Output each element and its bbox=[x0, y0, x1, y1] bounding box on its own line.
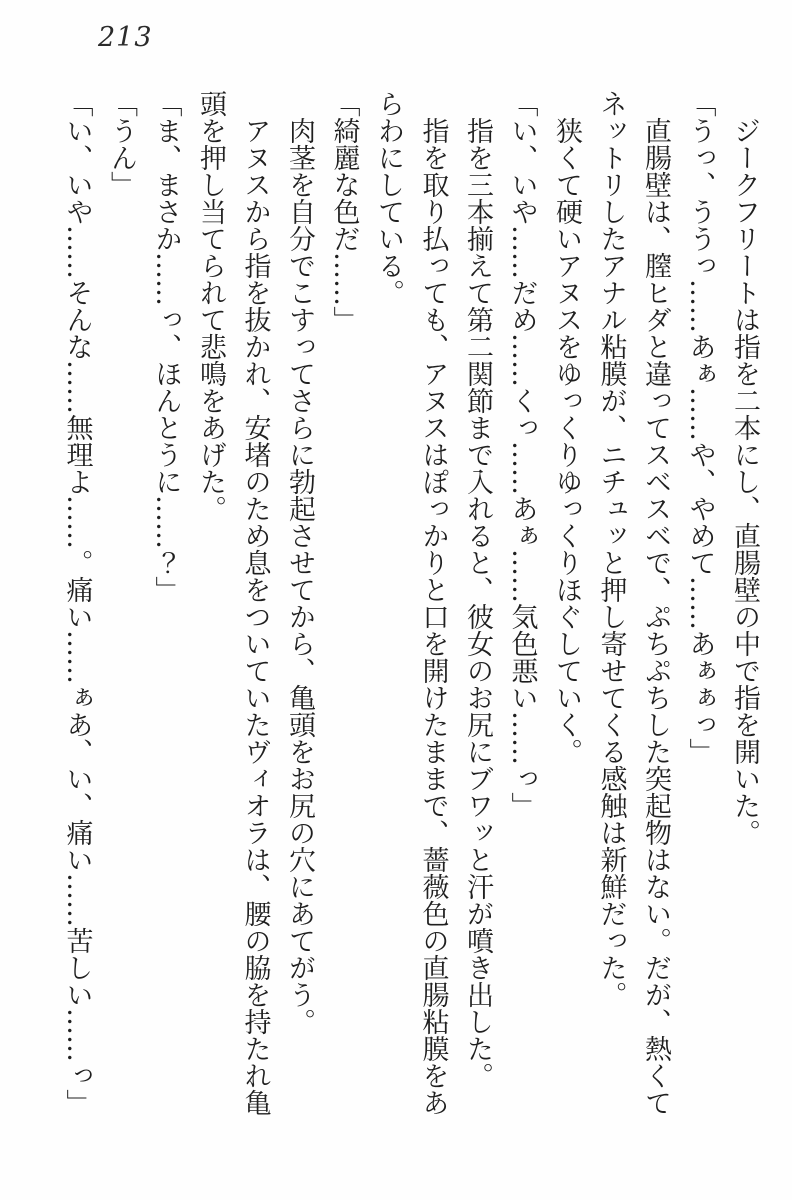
paragraph-dialogue: 「うっ、ううっ……あぁ……や、やめて……あぁぁっ」 bbox=[684, 90, 716, 765]
page-number: 213 bbox=[98, 22, 153, 53]
paragraph-dialogue: 「い、いや……だめ……くっ……あぁ……気色悪い……っ」 bbox=[506, 90, 538, 819]
paragraph-narrative: アヌスから指を抜かれ、安堵のため息をついていたヴィオラは、腰の脇を持たれ亀頭を押し当てられて悲鳴をあげた。 bbox=[195, 90, 271, 1116]
paragraph-narrative: 狭くて硬いアヌスをゆっくりゆっくりほぐしていく。 bbox=[551, 117, 582, 765]
paragraph-narrative: 指を三本揃えて第二関節まで入れると、彼女のお尻にブワッと汗が噴き出した。 bbox=[462, 117, 493, 1089]
paragraph-narrative: ジークフリートは指を二本にし、直腸壁の中で指を開いた。 bbox=[729, 117, 760, 846]
paragraph-narrative: 指を取り払っても、アヌスはぽっかりと口を開けたままで、薔薇色の直腸粘膜をあらわにしている。 bbox=[373, 90, 449, 1116]
text-block bbox=[54, 90, 766, 1122]
paragraph-narrative: 肉茎を自分でこすってさらに勃起させてから、亀頭をお尻の穴にあてがう。 bbox=[284, 117, 315, 1035]
paragraph-dialogue: 「い、いや……そんな……無理よ……。痛い……ぁあ、い、痛い……苦しい……っ」 bbox=[61, 90, 93, 1116]
paragraph-dialogue: 「ま、まさか……っ、ほんとうに……？」 bbox=[150, 90, 182, 603]
paragraph-dialogue: 「綺麗な色だ……」 bbox=[328, 90, 360, 333]
paragraph-dialogue: 「うん」 bbox=[106, 90, 137, 198]
paragraph-narrative: 直腸壁は、膣ヒダと違ってスベスベで、ぷちぷちした突起物はない。だが、熱くてネットリしたアナル粘膜が、ニチュッと押し寄せてくる感触は新鮮だった。 bbox=[595, 90, 671, 1116]
